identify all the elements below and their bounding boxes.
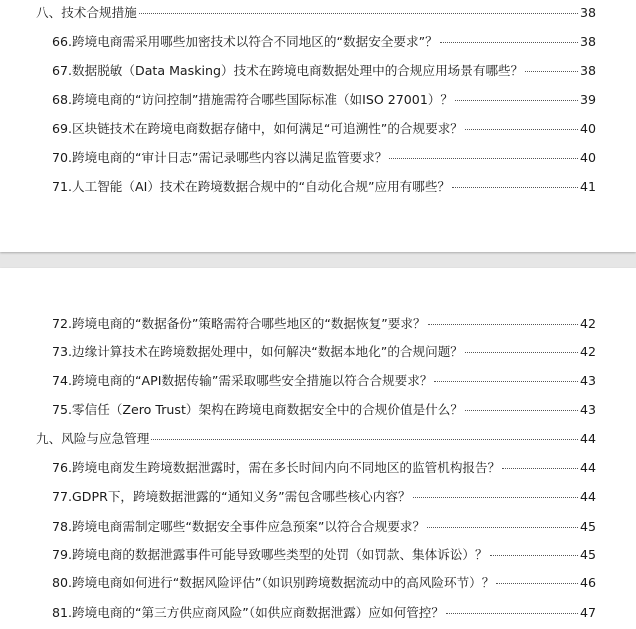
entry-title: 67.数据脱敏（Data Masking）技术在跨境电商数据处理中的合规应用场景有哪些？ — [52, 63, 524, 78]
page-number: 45 — [579, 547, 596, 562]
dot-leader — [525, 71, 578, 72]
toc-entry[interactable] — [0, 62, 596, 80]
dot-leader — [440, 42, 578, 43]
dot-leader — [428, 324, 578, 325]
dot-leader — [465, 129, 578, 130]
toc-entry[interactable] — [0, 343, 596, 361]
toc-entry[interactable] — [0, 459, 596, 477]
toc-section-heading[interactable] — [0, 4, 596, 22]
page-number: 39 — [579, 92, 596, 107]
page-number: 38 — [579, 63, 596, 78]
dot-leader — [389, 158, 578, 159]
toc-entry[interactable] — [0, 120, 596, 138]
entry-title: 75.零信任（Zero Trust）架构在跨境电商数据安全中的合规价值是什么？ — [52, 402, 463, 417]
toc-entry[interactable] — [0, 315, 596, 333]
toc-entry[interactable] — [0, 401, 596, 419]
entry-title: 72.跨境电商的“数据备份”策略需符合哪些地区的“数据恢复”要求？ — [52, 316, 426, 331]
toc-entry[interactable] — [0, 518, 596, 536]
page-number: 40 — [579, 150, 596, 165]
toc-entry[interactable] — [0, 546, 596, 564]
entry-title: 71.人工智能（AI）技术在跨境数据合规中的“自动化合规”应用有哪些？ — [52, 179, 451, 194]
dot-leader — [446, 613, 578, 614]
dot-leader — [455, 100, 578, 101]
entry-title: 81.跨境电商的“第三方供应商风险”（如供应商数据泄露）应如何管控？ — [52, 605, 444, 620]
toc-entry[interactable] — [0, 149, 596, 167]
page-number: 38 — [579, 5, 596, 20]
section-title: 九、风险与应急管理 — [36, 431, 150, 446]
page-number: 40 — [579, 121, 596, 136]
toc-entry[interactable] — [0, 574, 596, 592]
dot-leader — [151, 439, 578, 440]
entry-title: 74.跨境电商的“API数据传输”需采取哪些安全措施以符合合规要求？ — [52, 373, 433, 388]
dot-leader — [413, 497, 578, 498]
dot-leader — [465, 352, 578, 353]
page-number: 44 — [579, 431, 596, 446]
page-number: 42 — [579, 316, 596, 331]
dot-leader — [465, 410, 578, 411]
dot-leader — [434, 381, 578, 382]
page-number: 41 — [579, 179, 596, 194]
page-number: 46 — [579, 575, 596, 590]
entry-title: 79.跨境电商的数据泄露事件可能导致哪些类型的处罚（如罚款、集体诉讼）？ — [52, 547, 488, 562]
entry-title: 70.跨境电商的“审计日志”需记录哪些内容以满足监管要求？ — [52, 150, 388, 165]
page-number: 38 — [579, 34, 596, 49]
entry-title: 69.区块链技术在跨境电商数据存储中，如何满足“可追溯性”的合规要求？ — [52, 121, 463, 136]
entry-title: 77.GDPR下，跨境数据泄露的“通知义务”需包含哪些核心内容？ — [52, 489, 411, 504]
toc-entry[interactable] — [0, 604, 596, 622]
entry-title: 80.跨境电商如何进行“数据风险评估”（如识别跨境数据流动中的高风险环节）？ — [52, 575, 495, 590]
page-number: 43 — [579, 402, 596, 417]
dot-leader — [490, 555, 578, 556]
page-number: 44 — [579, 489, 596, 504]
dot-leader — [452, 187, 578, 188]
toc-entry[interactable] — [0, 91, 596, 109]
page-number: 43 — [579, 373, 596, 388]
page-number: 42 — [579, 344, 596, 359]
toc-entry[interactable] — [0, 33, 596, 51]
entry-title: 68.跨境电商的“访问控制”措施需符合哪些国际标准（如ISO 27001）？ — [52, 92, 454, 107]
entry-title: 78.跨境电商需制定哪些“数据安全事件应急预案”以符合合规要求？ — [52, 519, 426, 534]
document-page-2 — [0, 268, 636, 629]
entry-title: 76.跨境电商发生跨境数据泄露时，需在多长时间内向不同地区的监管机构报告？ — [52, 460, 501, 475]
toc-section-heading[interactable] — [0, 430, 596, 448]
page-number: 44 — [579, 460, 596, 475]
toc-entry[interactable] — [0, 488, 596, 506]
section-title: 八、技术合规措施 — [36, 5, 137, 20]
page-number: 47 — [579, 605, 596, 620]
dot-leader — [502, 468, 578, 469]
dot-leader — [496, 583, 578, 584]
document-page-1 — [0, 0, 636, 252]
entry-title: 73.边缘计算技术在跨境数据处理中，如何解决“数据本地化”的合规问题？ — [52, 344, 463, 359]
entry-title: 66.跨境电商需采用哪些加密技术以符合不同地区的“数据安全要求”？ — [52, 34, 438, 49]
page-number: 45 — [579, 519, 596, 534]
toc-entry[interactable] — [0, 178, 596, 196]
dot-leader — [427, 527, 578, 528]
toc-entry[interactable] — [0, 372, 596, 390]
dot-leader — [139, 13, 578, 14]
